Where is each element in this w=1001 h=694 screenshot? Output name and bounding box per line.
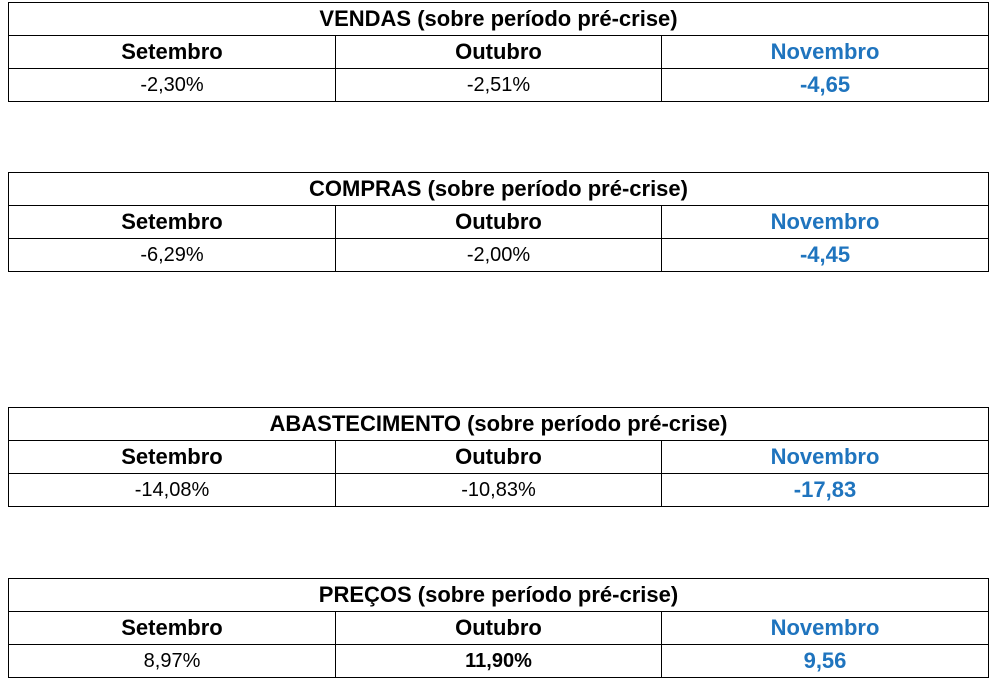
value-outubro: -2,51% — [336, 69, 662, 102]
value-novembro: -17,83 — [662, 474, 989, 507]
header-outubro: Outubro — [336, 612, 662, 645]
table-title: PREÇOS (sobre período pré-crise) — [9, 579, 989, 612]
value-outubro: 11,90% — [336, 645, 662, 678]
value-novembro: 9,56 — [662, 645, 989, 678]
precos-table — [8, 578, 989, 678]
table-row — [9, 645, 989, 678]
abastecimento-table — [8, 407, 989, 507]
header-setembro: Setembro — [9, 36, 336, 69]
table-header-row — [9, 441, 989, 474]
table-title: ABASTECIMENTO (sobre período pré-crise) — [9, 408, 989, 441]
table-title-row — [9, 579, 989, 612]
header-setembro: Setembro — [9, 441, 336, 474]
table-row — [9, 474, 989, 507]
header-novembro: Novembro — [662, 441, 989, 474]
compras-table — [8, 172, 989, 272]
table-header-row — [9, 36, 989, 69]
table-row — [9, 69, 989, 102]
table-row — [9, 239, 989, 272]
value-novembro: -4,65 — [662, 69, 989, 102]
header-novembro: Novembro — [662, 612, 989, 645]
header-setembro: Setembro — [9, 612, 336, 645]
vendas-table — [8, 2, 989, 102]
header-setembro: Setembro — [9, 206, 336, 239]
value-setembro: 8,97% — [9, 645, 336, 678]
table-header-row — [9, 206, 989, 239]
table-title-row — [9, 408, 989, 441]
value-setembro: -2,30% — [9, 69, 336, 102]
table-title: VENDAS (sobre período pré-crise) — [9, 3, 989, 36]
header-novembro: Novembro — [662, 206, 989, 239]
table-header-row — [9, 612, 989, 645]
table-title-row — [9, 173, 989, 206]
header-novembro: Novembro — [662, 36, 989, 69]
value-outubro: -2,00% — [336, 239, 662, 272]
table-title-row — [9, 3, 989, 36]
value-setembro: -14,08% — [9, 474, 336, 507]
header-outubro: Outubro — [336, 206, 662, 239]
value-setembro: -6,29% — [9, 239, 336, 272]
value-novembro: -4,45 — [662, 239, 989, 272]
value-outubro: -10,83% — [336, 474, 662, 507]
header-outubro: Outubro — [336, 441, 662, 474]
table-title: COMPRAS (sobre período pré-crise) — [9, 173, 989, 206]
header-outubro: Outubro — [336, 36, 662, 69]
